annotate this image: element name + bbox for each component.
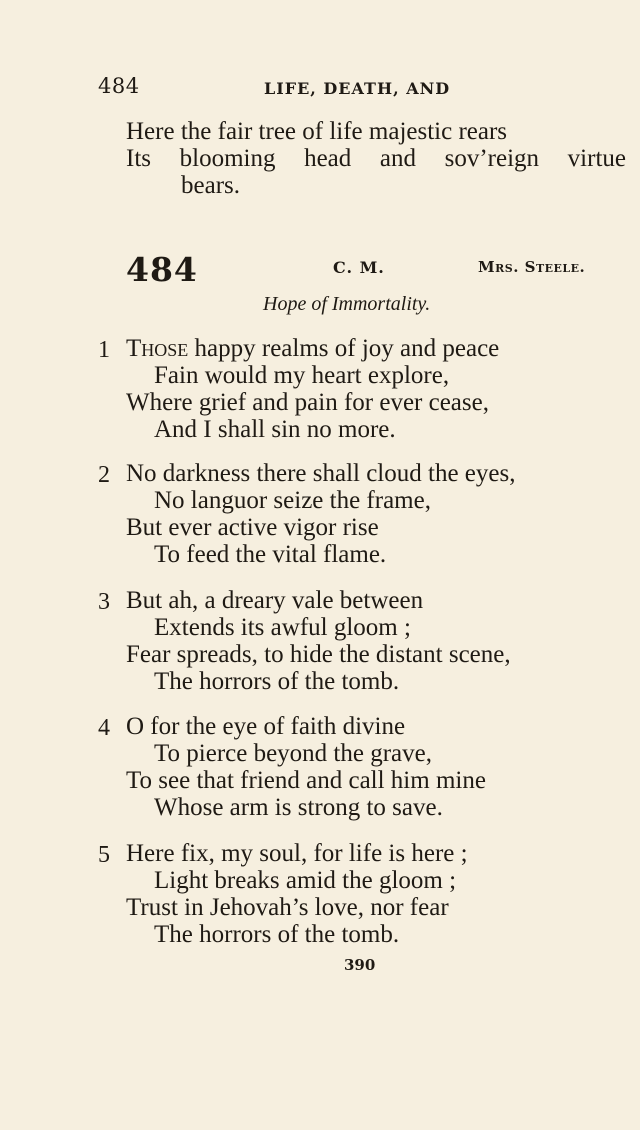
hymn-meter: C. M. (333, 258, 385, 277)
verse-line: Those happy realms of joy and peace (126, 335, 500, 362)
verse-line: The horrors of the tomb. (154, 668, 400, 695)
verse-line: And I shall sin no more. (154, 416, 396, 443)
verse-line: To pierce beyond the grave, (154, 740, 432, 767)
verse-line: Extends its awful gloom ; (154, 614, 411, 641)
running-title: LIFE, DEATH, AND (264, 79, 451, 98)
verse-line: Whose arm is strong to save. (154, 794, 443, 821)
verse-number: 2 (98, 462, 110, 488)
carryover-line-3: bears. (181, 172, 240, 199)
verse-number: 4 (98, 715, 110, 741)
carryover-line-2: Its blooming head and sov’reign virtue (126, 145, 626, 172)
verse-line: To see that friend and call him mine (126, 767, 486, 794)
verse-line: Here fix, my soul, for life is here ; (126, 840, 468, 867)
verse-number: 3 (98, 589, 110, 615)
verse-first-word: Those (126, 335, 189, 362)
verse-line: Fain would my heart explore, (154, 362, 450, 389)
verse-line: Where grief and pain for ever cease, (126, 389, 489, 416)
verse-line: But ever active vigor rise (126, 514, 379, 541)
hymn-title: Hope of Immortality. (263, 293, 431, 315)
verse-line: Trust in Jehovah’s love, nor fear (126, 894, 449, 921)
carryover-line-1: Here the fair tree of life majestic rears (126, 118, 508, 145)
verse-line: No languor seize the frame, (154, 487, 431, 514)
verse-line: But ah, a dreary vale between (126, 587, 424, 614)
verse-line: Fear spreads, to hide the distant scene, (126, 641, 511, 668)
footer-page-number: 390 (344, 956, 376, 974)
verse-line: The horrors of the tomb. (154, 921, 400, 948)
hymn-number: 484 (126, 250, 198, 289)
verse-line: To feed the vital flame. (154, 541, 387, 568)
verse-number: 5 (98, 842, 110, 868)
verse-line: Light breaks amid the gloom ; (154, 867, 457, 894)
verse-number: 1 (98, 337, 110, 363)
page-number: 484 (98, 74, 140, 98)
verse-line: O for the eye of faith divine (126, 713, 406, 740)
verse-line: No darkness there shall cloud the eyes, (126, 460, 516, 487)
hymn-author: Mrs. Steele. (478, 258, 586, 276)
